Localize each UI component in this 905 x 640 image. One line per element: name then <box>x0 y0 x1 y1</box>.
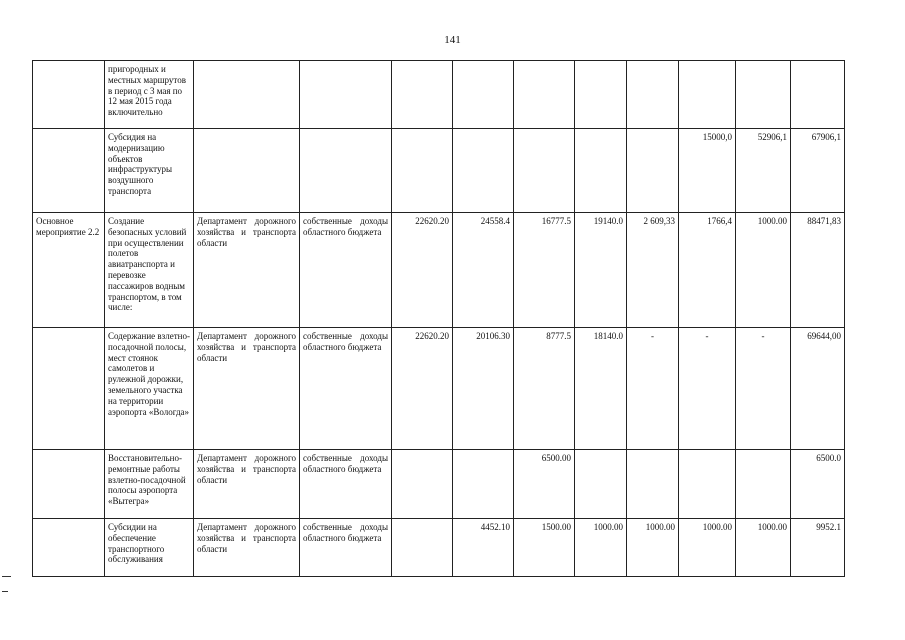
amount-cell <box>627 61 679 129</box>
description-cell: пригородных и местных маршрутов в период с 3 мая по 12 мая 2015 года включительно <box>105 61 194 129</box>
amount-cell: 1000.00 <box>575 519 627 577</box>
executor-cell: Департамент дорожного хозяйства и транспорта области <box>194 519 300 577</box>
amount-cell <box>679 450 736 519</box>
amount-cell <box>575 61 627 129</box>
amount-cell: - <box>736 328 791 450</box>
measure-cell: Основное мероприятие 2.2 <box>33 213 105 328</box>
amount-cell <box>514 61 575 129</box>
total-cell: 6500.0 <box>791 450 845 519</box>
amount-cell <box>627 450 679 519</box>
amount-cell <box>679 61 736 129</box>
amount-cell: 2 609,33 <box>627 213 679 328</box>
amount-cell: 22620.20 <box>392 328 453 450</box>
amount-cell <box>392 61 453 129</box>
amount-cell: 1000.00 <box>679 519 736 577</box>
amount-cell <box>514 129 575 213</box>
total-cell: 88471,83 <box>791 213 845 328</box>
total-cell: 67906,1 <box>791 129 845 213</box>
amount-cell: - <box>627 328 679 450</box>
amount-cell <box>575 450 627 519</box>
description-cell: Содержание взлетно-посадочной полосы, мест стоянок самолетов и рулежной дорожки, земельного участка на территории аэропорта «Вологда» <box>105 328 194 450</box>
measure-cell <box>33 519 105 577</box>
amount-cell <box>453 450 514 519</box>
funding-source-cell: собственные доходы областного бюджета <box>300 450 392 519</box>
amount-cell: 4452.10 <box>453 519 514 577</box>
amount-cell: 18140.0 <box>575 328 627 450</box>
amount-cell: 22620.20 <box>392 213 453 328</box>
funding-source-cell: собственные доходы областного бюджета <box>300 328 392 450</box>
margin-mark <box>2 576 11 577</box>
amount-cell: 1000.00 <box>627 519 679 577</box>
executor-cell <box>194 129 300 213</box>
amount-cell: 24558.4 <box>453 213 514 328</box>
budget-table <box>32 60 845 577</box>
funding-source-cell: собственные доходы областного бюджета <box>300 519 392 577</box>
amount-cell <box>453 61 514 129</box>
table-row <box>33 328 845 450</box>
total-cell <box>791 61 845 129</box>
amount-cell: 8777.5 <box>514 328 575 450</box>
amount-cell <box>736 61 791 129</box>
amount-cell: 20106.30 <box>453 328 514 450</box>
total-cell: 69644,00 <box>791 328 845 450</box>
funding-source-cell <box>300 61 392 129</box>
description-cell: Создание безопасных условий при осуществлении полетов авиатранспорта и перевозке пассажиров водным транспортом, в том числе: <box>105 213 194 328</box>
description-cell: Субсидии на обеспечение транспортного обслуживания <box>105 519 194 577</box>
page-number: 141 <box>444 34 461 46</box>
amount-cell <box>736 450 791 519</box>
executor-cell: Департамент дорожного хозяйства и транспорта области <box>194 213 300 328</box>
amount-cell: 6500.00 <box>514 450 575 519</box>
amount-cell: - <box>679 328 736 450</box>
amount-cell: 1500.00 <box>514 519 575 577</box>
table-row <box>33 213 845 328</box>
total-cell: 9952.1 <box>791 519 845 577</box>
amount-cell: 19140.0 <box>575 213 627 328</box>
amount-cell <box>392 519 453 577</box>
executor-cell <box>194 61 300 129</box>
executor-cell: Департамент дорожного хозяйства и транспорта области <box>194 328 300 450</box>
executor-cell: Департамент дорожного хозяйства и транспорта области <box>194 450 300 519</box>
description-cell: Восстановительно-ремонтные работы взлетно-посадочной полосы аэропорта «Вытегра» <box>105 450 194 519</box>
measure-cell <box>33 328 105 450</box>
amount-cell <box>575 129 627 213</box>
table-row <box>33 129 845 213</box>
table-row <box>33 450 845 519</box>
amount-cell: 52906,1 <box>736 129 791 213</box>
amount-cell <box>627 129 679 213</box>
measure-cell <box>33 450 105 519</box>
funding-source-cell <box>300 129 392 213</box>
amount-cell: 15000,0 <box>679 129 736 213</box>
amount-cell <box>392 129 453 213</box>
description-cell: Субсидия на модернизацию объектов инфраструктуры воздушного транспорта <box>105 129 194 213</box>
measure-cell <box>33 61 105 129</box>
amount-cell: 1000.00 <box>736 213 791 328</box>
table-body <box>33 61 845 577</box>
funding-source-cell: собственные доходы областного бюджета <box>300 213 392 328</box>
measure-cell <box>33 129 105 213</box>
margin-mark <box>2 591 8 592</box>
amount-cell <box>453 129 514 213</box>
table-row <box>33 519 845 577</box>
amount-cell: 1766,4 <box>679 213 736 328</box>
table-row <box>33 61 845 129</box>
amount-cell <box>392 450 453 519</box>
amount-cell: 1000.00 <box>736 519 791 577</box>
amount-cell: 16777.5 <box>514 213 575 328</box>
